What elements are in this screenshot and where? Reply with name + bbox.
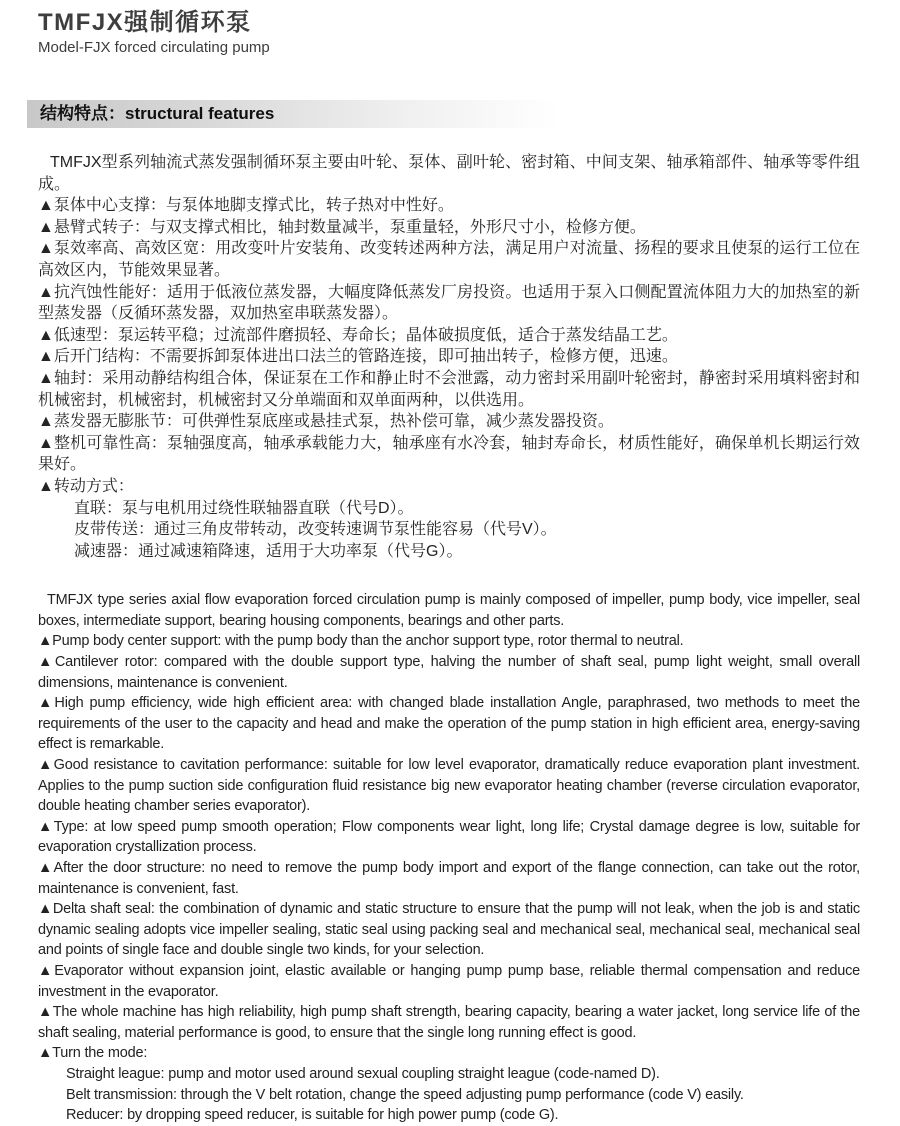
en-feature-item: ▲Turn the mode: [38,1045,148,1062]
cn-feature-item: ▲转动方式： [38,477,134,495]
section-heading: 结构特点：structural features [40,104,275,123]
en-feature-item: ▲Cantilever rotor: compared with the double support type, halving the number of shaft seal, pump light weight, small overall dimensions, maintenance is convenient. [38,654,860,691]
cn-feature-item: ▲抗汽蚀性能好：适用于低液位蒸发器，大幅度降低蒸发厂房投资。也适用于泵入口侧配置流体阻力大的加热室的新型蒸发器（反循环蒸发器，双加热室串联蒸发器）。 [38,283,860,323]
cn-feature-item: ▲蒸发器无膨胀节：可供弹性泵底座或悬挂式泵，热补偿可靠，减少蒸发器投资。 [38,413,614,431]
features-cn-block [38,152,860,562]
cn-feature-item: ▲泵体中心支撑：与泵体地脚支撑式比，转子热对中性好。 [38,197,454,215]
features-en-block [38,590,860,1125]
doc-header [38,8,860,57]
en-feature-item: ▲Type: at low speed pump smooth operation; Flow components wear light, long life; Crystal damage degree is low, suitable for evaporation crystallization process. [38,818,860,856]
en-feature-item: ▲Delta shaft seal: the combination of dynamic and static structure to ensure that the pump will not leak, when the job is and static dynamic sealing adopts vice impeller sealing, static seal using packing seal and mechanical seal, mechanical seal, mechanical seal and points of single face and double single two kinds, for your selection. [38,901,860,959]
en-drive-mode-item: Straight league: pump and motor used around sexual coupling straight league (code-named D). [66,1065,660,1082]
cn-drive-mode-item: 直联：泵与电机用过绕性联轴器直联（代号D）。 [74,499,414,517]
en-intro-paragraph: TMFJX type series axial flow evaporation forced circulation pump is mainly composed of impeller, pump body, vice impeller, seal boxes, intermediate support, bearing housing components, bearings and other parts. [38,592,860,629]
page-subtitle: Model-FJX forced circulating pump [38,39,270,56]
cn-feature-item: ▲后开门结构：不需要拆卸泵体进出口法兰的管路连接，即可抽出转子，检修方便，迅速。 [38,348,678,366]
cn-feature-item: ▲泵效率高、高效区宽：用改变叶片安装角、改变转述两种方法，满足用户对流量、扬程的要求且使泵的运行工位在高效区内，节能效果显著。 [38,240,860,279]
en-feature-item: ▲Pump body center support: with the pump body than the anchor support type, rotor thermal to neutral. [38,633,684,650]
cn-drive-mode-item: 皮带传送：通过三角皮带转动，改变转速调节泵性能容易（代号V）。 [74,521,557,539]
en-drive-mode-item: Reducer: by dropping speed reducer, is suitable for high power pump (code G). [66,1107,559,1124]
en-feature-item: ▲Good resistance to cavitation performance: suitable for low level evaporator, dramatically reduce evaporation plant investment. Applies to the pump suction side configuration fluid resistance big new evaporator heating chamber (reverse circulation evaporator, double heating chamber series evaporator). [38,757,860,815]
page-title: TMFJX强制循环泵 [38,9,252,36]
cn-feature-item: ▲低速型：泵运转平稳；过流部件磨损轻、寿命长；晶体破损度低，适合于蒸发结晶工艺。 [38,326,678,344]
en-drive-mode-item: Belt transmission: through the V belt rotation, change the speed adjusting pump performance (code V) easily. [66,1086,744,1103]
cn-feature-item: ▲整机可靠性高：泵轴强度高，轴承承载能力大，轴承座有水冷套，轴封寿命长，材质性能好，确保单机长期运行效果好。 [38,434,860,474]
cn-feature-item: ▲悬臂式转子：与双支撑式相比，轴封数量减半，泵重量轻，外形尺寸小，检修方便。 [38,218,646,236]
en-feature-item: ▲High pump efficiency, wide high efficient area: with changed blade installation Angle, paraphrased, two methods to meet the requirements of the user to the capacity and head and make the operation of the pump station in high efficient area, energy-saving effect is remarkable. [38,695,860,753]
en-feature-item: ▲After the door structure: no need to remove the pump body import and export of the flange connection, can take out the rotor, maintenance is convenient, fast. [38,860,860,897]
cn-feature-item: ▲轴封：采用动静结构组合体，保证泵在工作和静止时不会泄露，动力密封采用副叶轮密封，静密封采用填料密封和机械密封，机械密封，机械密封又分单端面和双单面两种，以供选用。 [38,369,860,409]
cn-intro-paragraph: TMFJX型系列轴流式蒸发强制循环泵主要由叶轮、泵体、副叶轮、密封箱、中间支架、轴承箱部件、轴承等零件组成。 [38,154,860,193]
cn-drive-mode-item: 减速器：通过减速箱降速，适用于大功率泵（代号G）。 [74,542,463,560]
en-feature-item: ▲Evaporator without expansion joint, elastic available or hanging pump pump base, reliable thermal compensation and reduce investment in the evaporator. [38,962,860,1000]
en-feature-item: ▲The whole machine has high reliability, high pump shaft strength, bearing capacity, bearing a water jacket, long service life of the shaft sealing, material performance is good, to ensure that the single long running effect is good. [38,1004,860,1041]
section-header-bar [27,100,559,128]
